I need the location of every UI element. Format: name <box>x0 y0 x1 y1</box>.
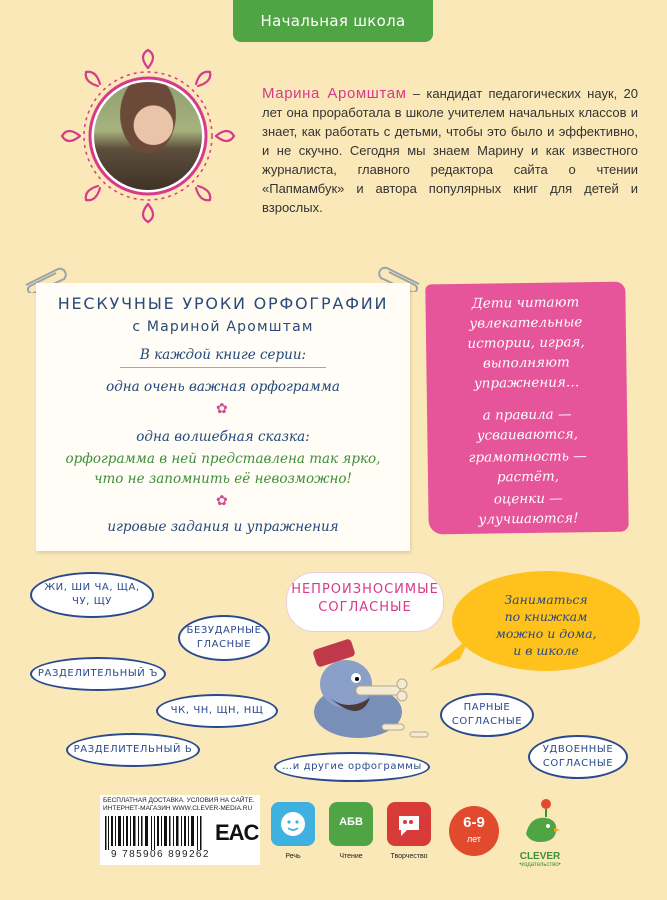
series-title: НЕСКУЧНЫЕ УРОКИ ОРФОГРАФИИ <box>57 294 389 313</box>
topic-line: ГЛАСНЫЕ <box>196 639 252 650</box>
topic-line: ПАРНЫЕ <box>463 702 511 713</box>
feature-tale-desc-1: орфограмма в ней представлена так ярко, <box>65 451 381 467</box>
speech-skill-icon <box>271 802 315 846</box>
barcode-icon <box>103 816 207 850</box>
ornament-icon: ✿ <box>216 493 228 509</box>
speech-line: Заниматься <box>504 592 588 607</box>
creativity-skill-icon <box>387 802 431 846</box>
publisher-sub: •издательство• <box>519 862 561 868</box>
topic-zhi-shi <box>30 572 154 618</box>
speech-text <box>452 591 640 659</box>
author-portrait <box>58 46 238 226</box>
topic-line: БЕЗУДАРНЫЕ <box>186 625 262 636</box>
speech-line: можно и дома, <box>495 626 597 641</box>
note-line: оценки — <box>493 490 563 508</box>
pink-note <box>425 282 628 535</box>
creativity-skill-label: Творчество <box>390 853 428 860</box>
topic-line: РАЗДЕЛИТЕЛЬНЫЙ Ь <box>73 744 193 755</box>
silent-consonants-line: НЕПРОИЗНОСИМЫЕ <box>291 582 439 597</box>
note-line: усваиваются, <box>476 426 579 444</box>
topic-line: СОГЛАСНЫЕ <box>451 716 523 727</box>
delivery-line: ИНТЕРНЕТ-МАГАЗИН WWW.CLEVER-MEDIA.RU <box>103 805 253 812</box>
topic-double-consonants <box>528 735 628 779</box>
note-line: увлекательные <box>469 314 583 332</box>
author-bio <box>262 84 638 217</box>
note-line: Дети читают <box>471 294 580 312</box>
silent-consonants-line: СОГЛАСНЫЕ <box>318 600 412 615</box>
feature-orthogram: одна очень важная орфограмма <box>106 379 340 395</box>
age-badge <box>449 806 499 856</box>
topic-line: ЧУ, ЩУ <box>72 596 112 607</box>
speech-line: и в школе <box>513 643 579 658</box>
series-tab: Начальная школа <box>233 0 433 42</box>
topic-line: ЖИ, ШИ ЧА, ЩА, <box>44 582 140 593</box>
speech-skill-label: Речь <box>285 853 301 860</box>
topic-hard-sign <box>30 657 166 691</box>
topic-unstressed-vowels <box>178 615 270 661</box>
delivery-info <box>103 797 263 813</box>
note-line: грамотность — <box>468 448 587 466</box>
reading-skill-label: Чтение <box>339 853 363 860</box>
topic-line: РАЗДЕЛИТЕЛЬНЫЙ Ъ <box>37 668 159 679</box>
series-subtitle: с Мариной Аромштам <box>132 319 314 335</box>
note-line: улучшаются! <box>478 510 579 528</box>
series-card <box>36 283 410 551</box>
topic-others <box>274 752 430 782</box>
ornament-icon: ✿ <box>216 401 228 417</box>
publisher-logo-icon <box>518 796 562 850</box>
abc-label: АБВ <box>339 816 363 828</box>
note-line: упражнения… <box>473 374 580 392</box>
isbn-number: 9 785906 899262 <box>111 849 210 860</box>
delivery-line: БЕСПЛАТНАЯ ДОСТАВКА. УСЛОВИЯ НА САЙТЕ. <box>103 797 255 804</box>
topic-paired-consonants <box>440 693 534 737</box>
in-each-book-label: В каждой книге серии: <box>139 347 307 363</box>
feature-tale-desc-2: что не запомнить её невозможно! <box>94 471 352 487</box>
author-photo <box>94 82 202 190</box>
age-range: 6-9 <box>463 814 485 831</box>
note-line: выполняют <box>482 354 570 372</box>
topic-line: УДВОЕННЫЕ <box>542 744 614 755</box>
publisher-name: CLEVER <box>519 851 561 862</box>
topic-line: СОГЛАСНЫЕ <box>542 758 614 769</box>
character-illustration <box>296 628 446 746</box>
topic-line: …и другие орфограммы <box>282 761 422 772</box>
age-unit: лет <box>466 834 482 844</box>
topic-chk <box>156 694 278 728</box>
feature-exercises: игровые задания и упражнения <box>107 519 339 535</box>
reading-skill-icon <box>329 802 373 846</box>
speech-line: по книжкам <box>504 609 588 624</box>
cover-corner-top-left <box>0 0 18 18</box>
author-name: Марина Аромштам <box>262 85 407 102</box>
divider <box>120 367 326 368</box>
note-line: растёт, <box>496 468 560 486</box>
note-line: а правила — <box>482 406 572 424</box>
topic-soft-sign <box>66 733 200 767</box>
feature-tale: одна волшебная сказка: <box>136 429 310 445</box>
eac-mark: EAC <box>215 820 259 845</box>
note-line: истории, играя, <box>467 334 585 352</box>
topic-line: ЧК, ЧН, ЩН, НЩ <box>170 705 264 716</box>
bio-text: – кандидат педагогических наук, 20 лет она проработала в школе учителем начальных классов и знает, как работать с детьми, чтобы это было и эффективно, и не скучно. Сегодня мы знаем Марину и как известного журналиста, главного редактора сайта о чтении «Папмамбук» и автора популярных книг для детей и взрослых. <box>262 86 638 215</box>
